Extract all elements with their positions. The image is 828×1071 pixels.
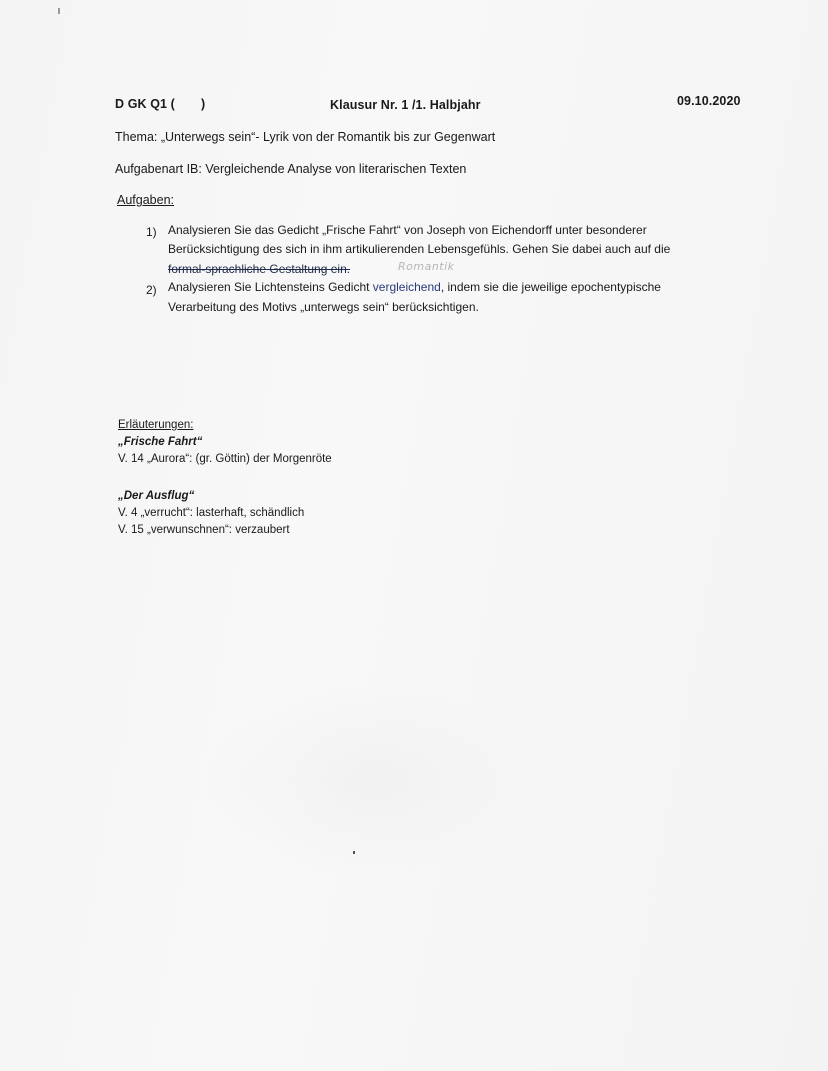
task-1-line-2: Berücksichtigung des sich in ihm artikulierenden Lebensgefühls. Gehen Sie dabei auch auf die <box>168 242 671 256</box>
task-2-line-2: Verarbeitung des Motivs „unterwegs sein“ berücksichtigen. <box>168 300 479 314</box>
task-2-line-1-end: , indem sie die jeweilige epochentypische <box>440 280 661 294</box>
poem-2-note-2: V. 15 „verwunschnen“: verzaubert <box>118 524 290 536</box>
task-2-number: 2) <box>146 283 157 297</box>
task-1-number: 1) <box>146 225 157 239</box>
poem-2-note-1: V. 4 „verrucht“: lasterhaft, schändlich <box>118 507 305 519</box>
task-1-line-1: Analysieren Sie das Gedicht „Frische Fahrt“ von Joseph von Eichendorff unter besonderer <box>168 223 647 237</box>
handwritten-note: Romantik <box>398 260 455 273</box>
tasks-heading: Aufgaben: <box>117 193 174 207</box>
exam-date: 09.10.2020 <box>677 94 741 108</box>
task-1-line-3: formal-sprachliche Gestaltung ein. <box>168 262 351 276</box>
explanations-heading: Erläuterungen: <box>118 419 194 431</box>
speck <box>353 851 355 854</box>
poem-1-title: „Frische Fahrt“ <box>118 436 203 448</box>
course-label-close: ) <box>201 97 206 111</box>
task-2-marked-word: vergleichend <box>372 280 441 294</box>
poem-2-title: „Der Ausflug“ <box>118 490 195 502</box>
topic-line: Thema: „Unterwegs sein“- Lyrik von der Romantik bis zur Gegenwart <box>115 130 496 144</box>
task-2-line-1 <box>168 279 661 295</box>
page-corner-mark <box>58 8 60 14</box>
show-through-shadow <box>200 680 540 880</box>
exam-title: Klausur Nr. 1 /1. Halbjahr <box>330 98 481 112</box>
poem-1-note: V. 14 „Aurora“: (gr. Göttin) der Morgenröte <box>118 453 332 465</box>
course-label: D GK Q1 ( <box>115 97 175 111</box>
task-type-line: Aufgabenart IB: Vergleichende Analyse von literarischen Texten <box>115 162 467 176</box>
task-2-line-1-start: Analysieren Sie Lichtensteins Gedicht <box>168 280 373 294</box>
